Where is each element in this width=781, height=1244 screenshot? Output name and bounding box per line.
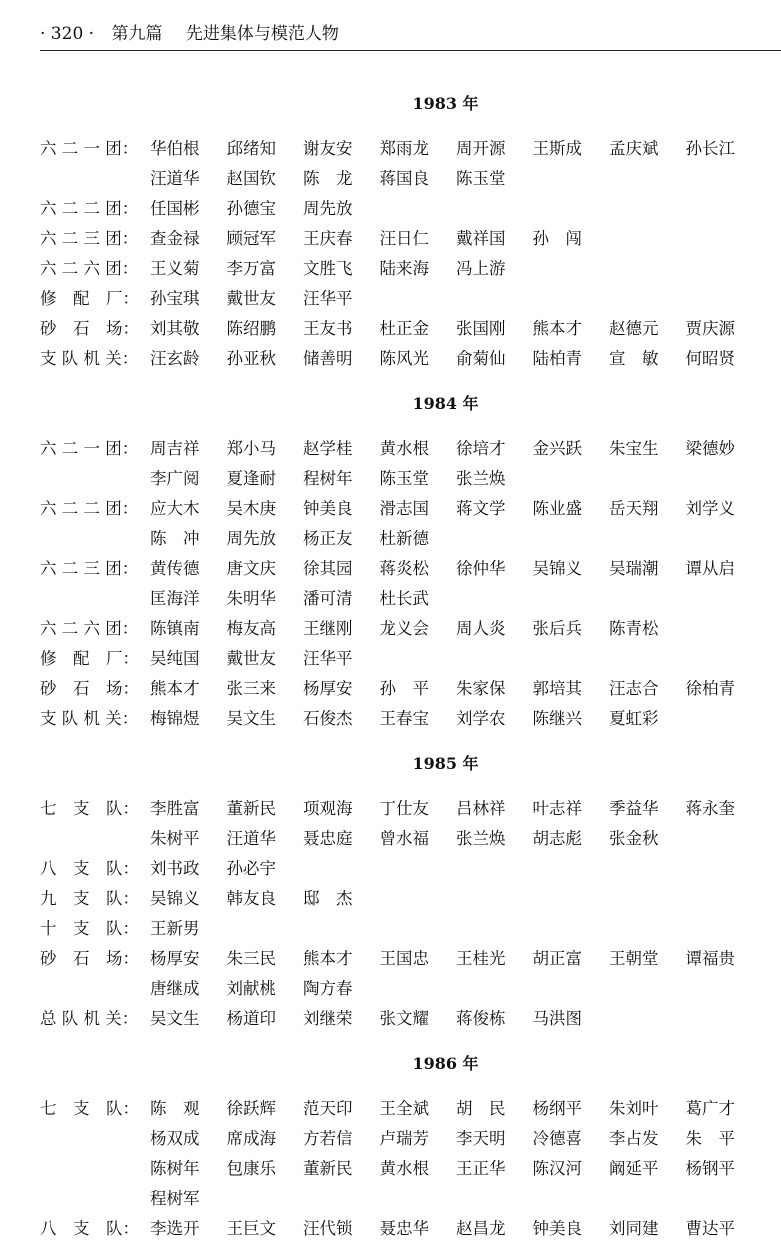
name-line	[150, 524, 781, 554]
person-name: 梅友高	[226, 619, 276, 638]
person-name: 陈玉堂	[456, 169, 506, 188]
person-name: 周开源	[456, 139, 506, 158]
unit-entry	[40, 254, 781, 284]
name-line	[150, 284, 781, 314]
name-line	[150, 164, 781, 194]
person-name: 熊本才	[150, 679, 200, 698]
person-name: 朱三民	[226, 949, 276, 968]
name-line	[150, 584, 781, 614]
person-name: 丁仕友	[379, 799, 429, 818]
year-heading: 1985 年	[412, 754, 479, 773]
person-name: 陈 龙	[303, 169, 353, 188]
person-name: 葛广才	[685, 1099, 735, 1118]
person-name: 文胜飞	[303, 259, 353, 278]
person-name: 陈业盛	[532, 499, 582, 518]
person-name: 黄水根	[379, 439, 429, 458]
person-name: 陈 观	[150, 1099, 200, 1118]
name-line	[150, 1004, 781, 1034]
person-name: 赵学桂	[303, 439, 353, 458]
person-name: 夏逢耐	[226, 469, 276, 488]
name-line	[150, 824, 781, 854]
page-number: · 320 ·	[40, 24, 95, 44]
year-spacer	[40, 374, 781, 384]
person-name: 王巨文	[226, 1219, 276, 1238]
year-spacer	[40, 734, 781, 744]
name-line	[150, 914, 781, 944]
unit-entry	[40, 614, 781, 644]
unit-label: 支 队 机 关：	[40, 709, 139, 728]
unit-entry	[40, 194, 781, 224]
person-name: 黄传德	[150, 559, 200, 578]
person-name: 夏虹彩	[609, 709, 659, 728]
person-name: 汪华平	[303, 649, 353, 668]
person-name: 吴纯国	[150, 649, 200, 668]
person-name: 汪道华	[226, 829, 276, 848]
person-name: 蒋永奎	[685, 799, 735, 818]
person-name: 刘继荣	[303, 1009, 353, 1028]
person-name: 程树年	[303, 469, 353, 488]
person-name: 杜新德	[379, 529, 429, 548]
unit-entry	[40, 1214, 781, 1244]
person-name: 冷德喜	[532, 1129, 582, 1148]
person-name: 王庆春	[303, 229, 353, 248]
year-spacer	[40, 1084, 781, 1094]
name-line	[150, 1154, 781, 1184]
person-name: 刘同建	[609, 1219, 659, 1238]
person-name: 项观海	[303, 799, 353, 818]
name-line	[150, 794, 781, 824]
unit-label: 总 队 机 关：	[40, 1009, 139, 1028]
person-name: 梁德妙	[685, 439, 735, 458]
unit-entry	[40, 944, 781, 1004]
person-name: 曾水福	[379, 829, 429, 848]
person-name: 杨道印	[226, 1009, 276, 1028]
name-line	[150, 254, 781, 284]
person-name: 杜正金	[379, 319, 429, 338]
person-name: 阚延平	[609, 1159, 659, 1178]
name-line	[150, 1184, 781, 1214]
person-name: 韩友良	[226, 889, 276, 908]
person-name: 张金秋	[609, 829, 659, 848]
person-name: 谭从启	[685, 559, 735, 578]
unit-label: 六 二 一 团：	[40, 439, 139, 458]
person-name: 吴文生	[226, 709, 276, 728]
person-name: 杨钢平	[685, 1159, 735, 1178]
unit-entry	[40, 224, 781, 254]
name-line	[150, 1214, 781, 1244]
unit-label: 六 二 三 团：	[40, 559, 139, 578]
name-line	[150, 194, 781, 224]
person-name: 陆来海	[379, 259, 429, 278]
person-name: 张三来	[226, 679, 276, 698]
person-name: 程树军	[150, 1189, 200, 1208]
name-line	[150, 434, 781, 464]
name-line	[150, 854, 781, 884]
person-name: 宣 敏	[609, 349, 659, 368]
person-name: 张后兵	[532, 619, 582, 638]
unit-label: 六 二 六 团：	[40, 619, 139, 638]
unit-entry	[40, 344, 781, 374]
unit-label: 六 二 一 团：	[40, 139, 139, 158]
name-line	[150, 674, 781, 704]
name-line	[150, 494, 781, 524]
person-name: 戴世友	[226, 649, 276, 668]
person-name: 唐继成	[150, 979, 200, 998]
person-name: 吴文生	[150, 1009, 200, 1028]
person-name: 吕林祥	[456, 799, 506, 818]
person-name: 吴木庚	[226, 499, 276, 518]
person-name: 胡志彪	[532, 829, 582, 848]
unit-entry	[40, 284, 781, 314]
unit-label: 十 支 队：	[40, 919, 139, 938]
person-name: 孟庆斌	[609, 139, 659, 158]
person-name: 汪玄龄	[150, 349, 200, 368]
person-name: 陈绍鹏	[226, 319, 276, 338]
person-name: 吴锦义	[532, 559, 582, 578]
year-heading: 1983 年	[412, 94, 479, 113]
year-spacer	[40, 124, 781, 134]
person-name: 孙德宝	[226, 199, 276, 218]
person-name: 李广阅	[150, 469, 200, 488]
unit-label: 砂 石 场：	[40, 679, 139, 698]
person-name: 徐柏青	[685, 679, 735, 698]
person-name: 谢友安	[303, 139, 353, 158]
person-name: 朱刘叶	[609, 1099, 659, 1118]
person-name: 杨正友	[303, 529, 353, 548]
person-name: 陈镇南	[150, 619, 200, 638]
name-line	[150, 944, 781, 974]
person-name: 方若信	[303, 1129, 353, 1148]
name-line	[150, 1094, 781, 1124]
person-name: 周先放	[303, 199, 353, 218]
name-line	[150, 1124, 781, 1154]
person-name: 孙 闯	[532, 229, 582, 248]
unit-label: 六 二 三 团：	[40, 229, 139, 248]
unit-label: 八 支 队：	[40, 1219, 139, 1238]
person-name: 陈 冲	[150, 529, 200, 548]
person-name: 戴祥国	[456, 229, 506, 248]
name-line	[150, 644, 781, 674]
person-name: 刘献桃	[226, 979, 276, 998]
person-name: 杨双成	[150, 1129, 200, 1148]
person-name: 邸 杰	[303, 889, 353, 908]
unit-entry	[40, 134, 781, 194]
person-name: 曹达平	[685, 1219, 735, 1238]
person-name: 王斯成	[532, 139, 582, 158]
person-name: 王继刚	[303, 619, 353, 638]
person-name: 张兰焕	[456, 469, 506, 488]
unit-entry	[40, 884, 781, 914]
person-name: 汪日仁	[379, 229, 429, 248]
name-line	[150, 614, 781, 644]
unit-label: 支 队 机 关：	[40, 349, 139, 368]
person-name: 包康乐	[226, 1159, 276, 1178]
person-name: 吴瑞潮	[609, 559, 659, 578]
person-name: 赵国钦	[226, 169, 276, 188]
person-name: 杨厚安	[303, 679, 353, 698]
person-name: 何昭贤	[685, 349, 735, 368]
person-name: 周吉祥	[150, 439, 200, 458]
unit-entry	[40, 794, 781, 854]
unit-entry	[40, 704, 781, 734]
person-name: 汪道华	[150, 169, 200, 188]
year-heading: 1984 年	[412, 394, 479, 413]
person-name: 陈汉河	[532, 1159, 582, 1178]
unit-label: 九 支 队：	[40, 889, 139, 908]
person-name: 席成海	[226, 1129, 276, 1148]
person-name: 唐文庆	[226, 559, 276, 578]
person-name: 李万富	[226, 259, 276, 278]
person-name: 孙必宇	[226, 859, 276, 878]
person-name: 陈青松	[609, 619, 659, 638]
person-name: 陈继兴	[532, 709, 582, 728]
unit-label: 六 二 六 团：	[40, 259, 139, 278]
unit-label: 六 二 二 团：	[40, 199, 139, 218]
person-name: 董新民	[303, 1159, 353, 1178]
person-name: 徐仲华	[456, 559, 506, 578]
person-name: 周人炎	[456, 619, 506, 638]
person-name: 张文耀	[379, 1009, 429, 1028]
unit-entry	[40, 554, 781, 614]
year-spacer	[40, 424, 781, 434]
person-name: 李天明	[456, 1129, 506, 1148]
unit-entry	[40, 674, 781, 704]
person-name: 任国彬	[150, 199, 200, 218]
person-name: 钟美良	[532, 1219, 582, 1238]
person-name: 李选开	[150, 1219, 200, 1238]
person-name: 龙义会	[379, 619, 429, 638]
person-name: 谭福贵	[685, 949, 735, 968]
person-name: 刘书政	[150, 859, 200, 878]
person-name: 王友书	[303, 319, 353, 338]
person-name: 郑雨龙	[379, 139, 429, 158]
person-name: 王正华	[456, 1159, 506, 1178]
name-line	[150, 704, 781, 734]
person-name: 汪志合	[609, 679, 659, 698]
person-name: 应大木	[150, 499, 200, 518]
person-name: 孙宝琪	[150, 289, 200, 308]
person-name: 李占发	[609, 1129, 659, 1148]
unit-label: 六 二 二 团：	[40, 499, 139, 518]
person-name: 董新民	[226, 799, 276, 818]
year-spacer	[40, 784, 781, 794]
name-line	[150, 134, 781, 164]
person-name: 郑小马	[226, 439, 276, 458]
unit-label: 八 支 队：	[40, 859, 139, 878]
person-name: 赵昌龙	[456, 1219, 506, 1238]
unit-label: 七 支 队：	[40, 1099, 139, 1118]
name-line	[150, 884, 781, 914]
person-name: 李胜富	[150, 799, 200, 818]
name-line	[150, 464, 781, 494]
person-name: 汪华平	[303, 289, 353, 308]
person-name: 蒋俊栋	[456, 1009, 506, 1028]
honor-list	[40, 84, 781, 1244]
unit-entry	[40, 914, 781, 944]
person-name: 岳天翔	[609, 499, 659, 518]
person-name: 王全斌	[379, 1099, 429, 1118]
unit-label: 修 配 厂：	[40, 649, 139, 668]
person-name: 王义菊	[150, 259, 200, 278]
person-name: 陶方春	[303, 979, 353, 998]
person-name: 杜长武	[379, 589, 429, 608]
person-name: 赵德元	[609, 319, 659, 338]
person-name: 陈玉堂	[379, 469, 429, 488]
chapter-title: 先进集体与模范人物	[185, 24, 339, 44]
year-spacer	[40, 1034, 781, 1044]
chapter-label: 第九篇	[111, 24, 163, 44]
person-name: 杨纲平	[532, 1099, 582, 1118]
unit-label: 砂 石 场：	[40, 949, 139, 968]
person-name: 潘可清	[303, 589, 353, 608]
person-name: 朱树平	[150, 829, 200, 848]
person-name: 张国刚	[456, 319, 506, 338]
person-name: 储善明	[303, 349, 353, 368]
person-name: 王新男	[150, 919, 200, 938]
person-name: 滑志国	[379, 499, 429, 518]
person-name: 蒋文学	[456, 499, 506, 518]
person-name: 马洪图	[532, 1009, 582, 1028]
person-name: 梅锦煜	[150, 709, 200, 728]
person-name: 蒋国良	[379, 169, 429, 188]
person-name: 刘学义	[685, 499, 735, 518]
person-name: 王国忠	[379, 949, 429, 968]
person-name: 汪代锁	[303, 1219, 353, 1238]
person-name: 周先放	[226, 529, 276, 548]
unit-label: 七 支 队：	[40, 799, 139, 818]
person-name: 匡海洋	[150, 589, 200, 608]
name-line	[150, 344, 781, 374]
person-name: 陈树年	[150, 1159, 200, 1178]
unit-entry	[40, 644, 781, 674]
person-name: 徐其园	[303, 559, 353, 578]
person-name: 陈风光	[379, 349, 429, 368]
person-name: 朱家保	[456, 679, 506, 698]
person-name: 朱宝生	[609, 439, 659, 458]
name-line	[150, 554, 781, 584]
page-header	[40, 18, 781, 51]
person-name: 杨厚安	[150, 949, 200, 968]
person-name: 王桂光	[456, 949, 506, 968]
person-name: 范天印	[303, 1099, 353, 1118]
person-name: 王朝堂	[609, 949, 659, 968]
year-heading: 1986 年	[412, 1054, 479, 1073]
person-name: 张兰焕	[456, 829, 506, 848]
person-name: 叶志祥	[532, 799, 582, 818]
person-name: 黄水根	[379, 1159, 429, 1178]
person-name: 孙 平	[379, 679, 429, 698]
person-name: 胡 民	[456, 1099, 506, 1118]
unit-entry	[40, 434, 781, 494]
person-name: 陆柏青	[532, 349, 582, 368]
name-line	[150, 314, 781, 344]
person-name: 戴世友	[226, 289, 276, 308]
unit-label: 修 配 厂：	[40, 289, 139, 308]
name-line	[150, 974, 781, 1004]
unit-entry	[40, 494, 781, 554]
person-name: 石俊杰	[303, 709, 353, 728]
unit-entry	[40, 1094, 781, 1214]
person-name: 熊本才	[303, 949, 353, 968]
person-name: 冯上游	[456, 259, 506, 278]
person-name: 聂忠庭	[303, 829, 353, 848]
person-name: 查金禄	[150, 229, 200, 248]
person-name: 贾庆源	[685, 319, 735, 338]
person-name: 邱绪知	[226, 139, 276, 158]
person-name: 钟美良	[303, 499, 353, 518]
unit-entry	[40, 1004, 781, 1034]
person-name: 吴锦义	[150, 889, 200, 908]
person-name: 俞菊仙	[456, 349, 506, 368]
person-name: 熊本才	[532, 319, 582, 338]
person-name: 刘学农	[456, 709, 506, 728]
person-name: 孙长江	[685, 139, 735, 158]
person-name: 顾冠军	[226, 229, 276, 248]
person-name: 郭培其	[532, 679, 582, 698]
person-name: 聂忠华	[379, 1219, 429, 1238]
unit-entry	[40, 314, 781, 344]
person-name: 孙亚秋	[226, 349, 276, 368]
person-name: 金兴跃	[532, 439, 582, 458]
person-name: 卢瑞芳	[379, 1129, 429, 1148]
person-name: 胡正富	[532, 949, 582, 968]
name-line	[150, 224, 781, 254]
person-name: 蒋炎松	[379, 559, 429, 578]
person-name: 徐跃辉	[226, 1099, 276, 1118]
person-name: 王春宝	[379, 709, 429, 728]
person-name: 刘其敬	[150, 319, 200, 338]
unit-label: 砂 石 场：	[40, 319, 139, 338]
person-name: 朱 平	[685, 1129, 735, 1148]
person-name: 朱明华	[226, 589, 276, 608]
person-name: 华伯根	[150, 139, 200, 158]
person-name: 徐培才	[456, 439, 506, 458]
unit-entry	[40, 854, 781, 884]
person-name: 季益华	[609, 799, 659, 818]
